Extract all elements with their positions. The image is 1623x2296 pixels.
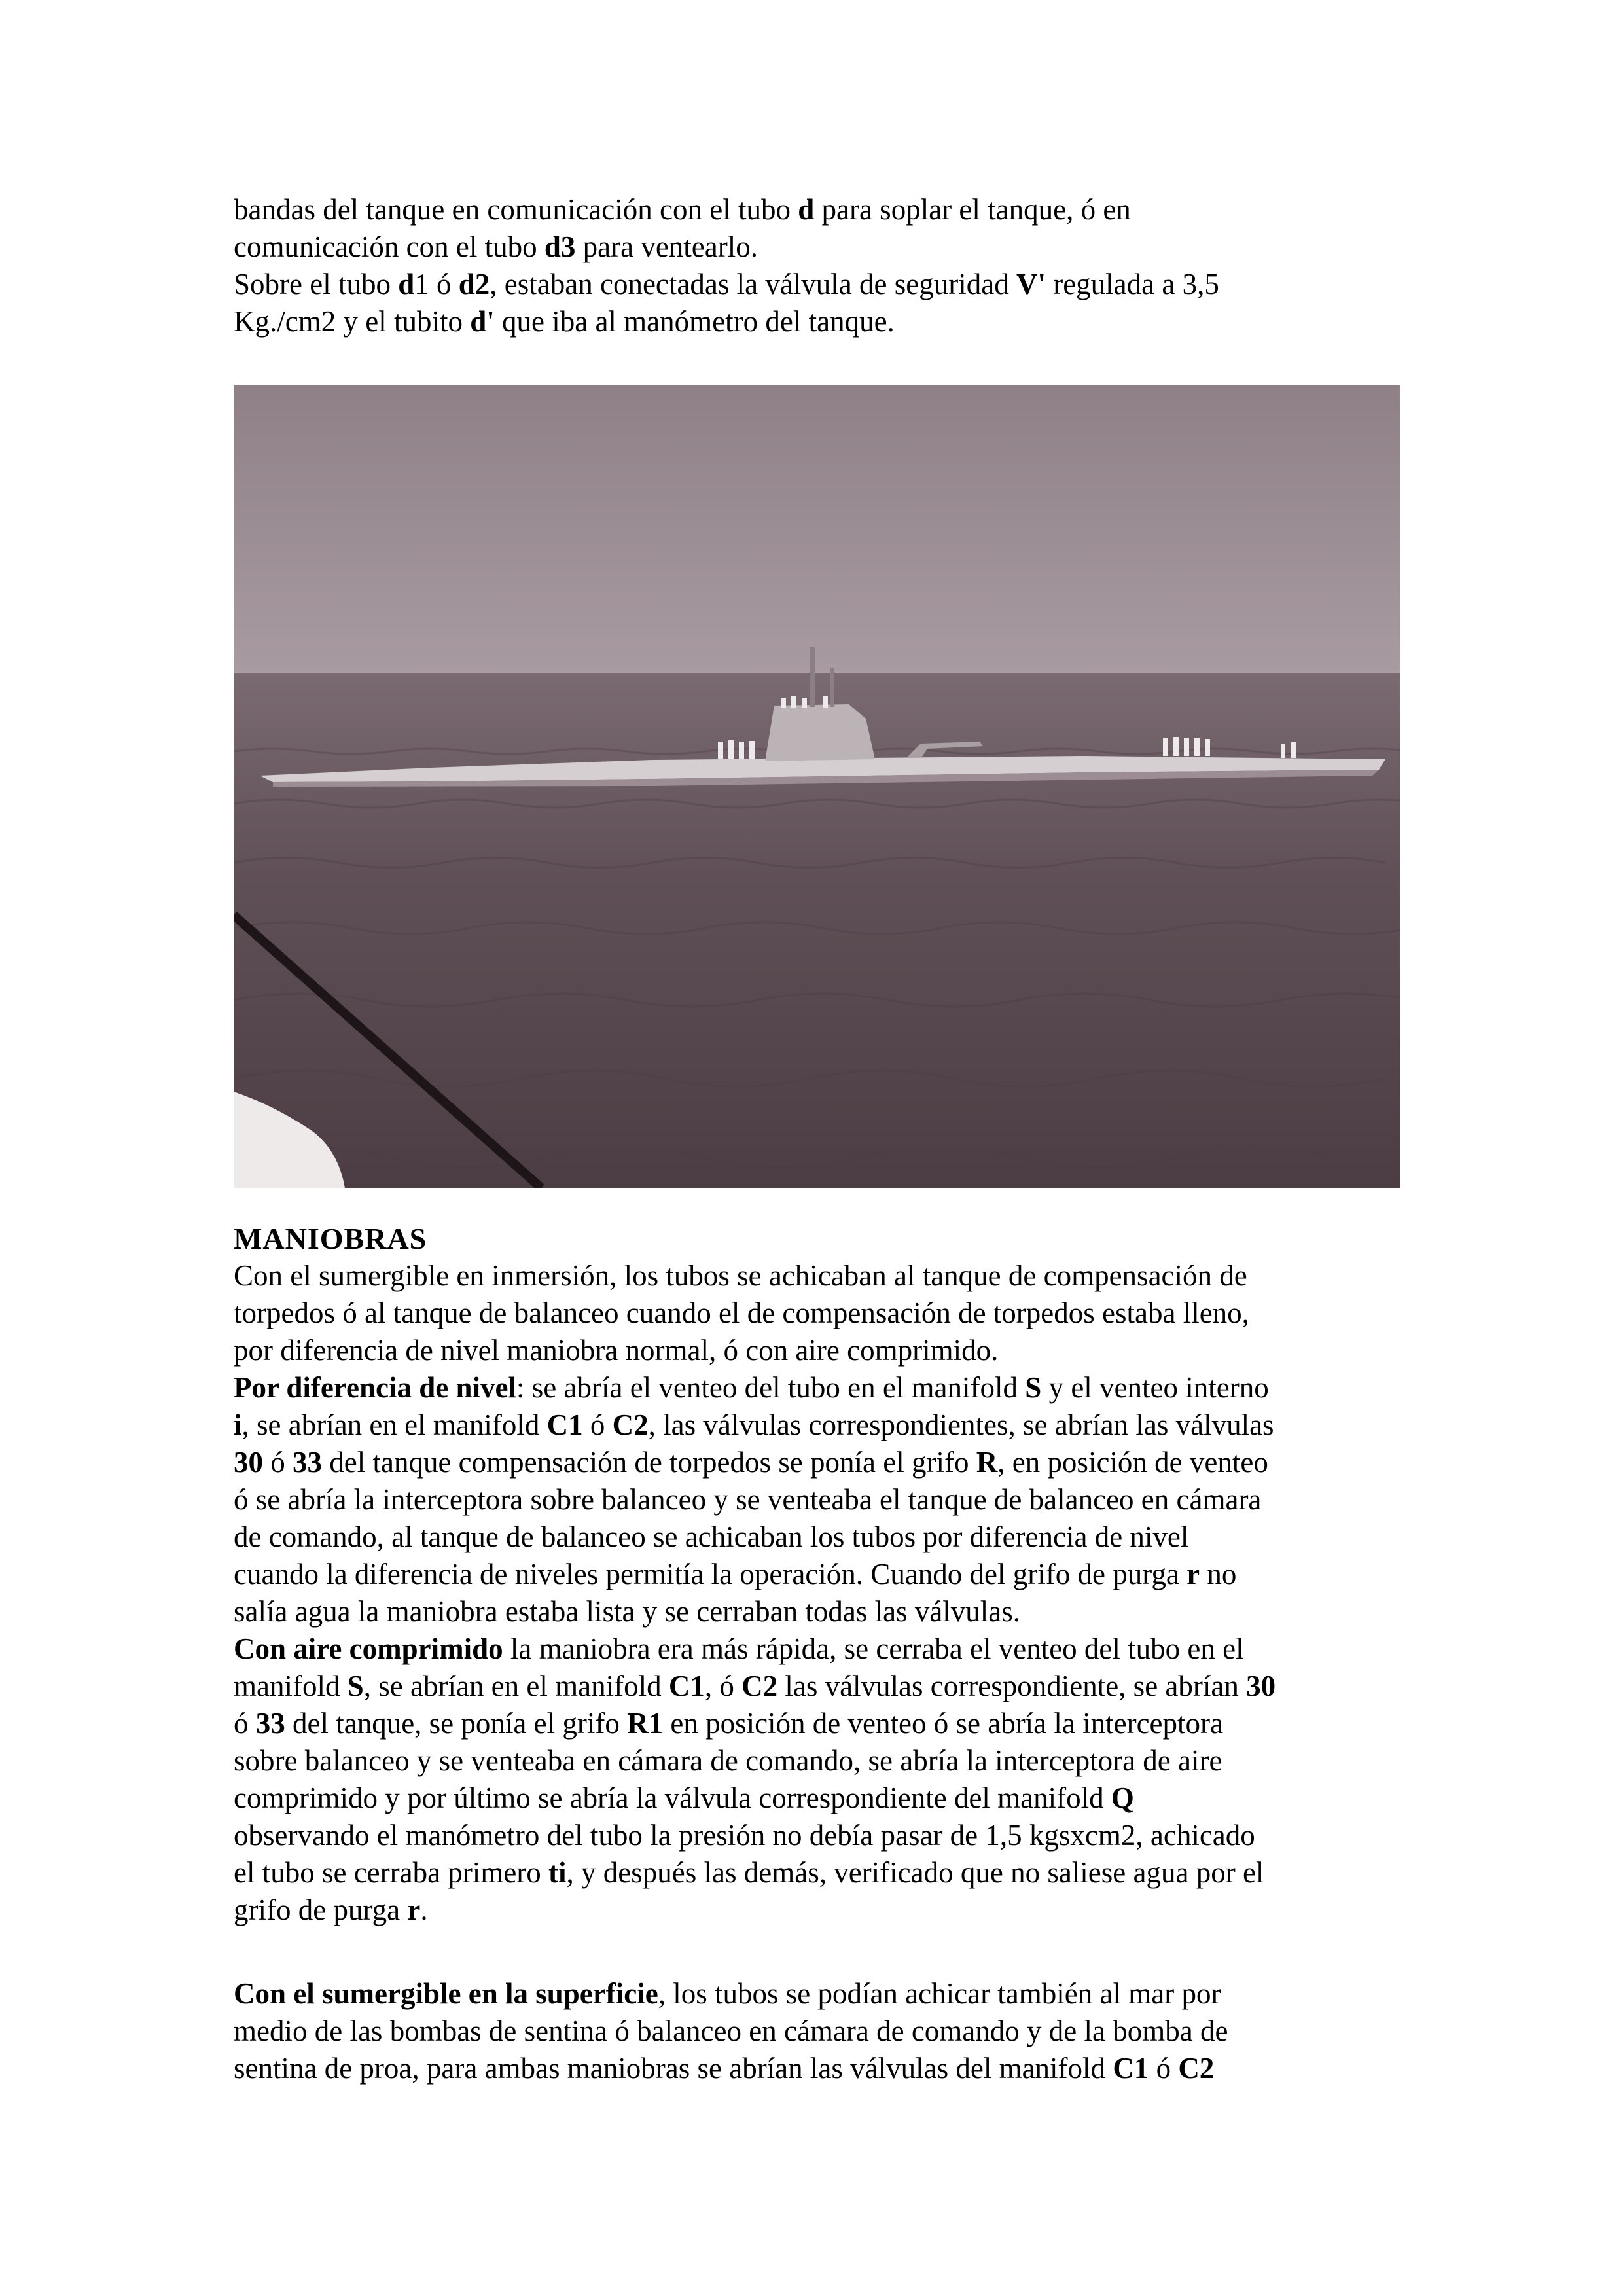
- superficie-paragraph: [234, 1975, 1412, 2087]
- text-line: Kg./cm2 y el tubito d' que iba al manómetro del tanque.: [234, 305, 895, 338]
- sky: [234, 385, 1400, 686]
- text-line: sentina de proa, para ambas maniobras se abrían las válvulas del manifold C1 ó C2: [234, 2052, 1215, 2085]
- text-line: torpedos ó al tanque de balanceo cuando el de compensación de torpedos estaba lleno,: [234, 1297, 1249, 1329]
- text-line: salía agua la maniobra estaba lista y se cerraban todas las válvulas.: [234, 1595, 1021, 1628]
- text-line: sobre balanceo y se venteaba en cámara de comando, se abría la interceptora de aire: [234, 1744, 1222, 1777]
- periscope-2: [830, 668, 834, 707]
- periscope: [810, 647, 815, 707]
- text-line: Con el sumergible en inmersión, los tubos se achicaban al tanque de compensación de: [234, 1259, 1247, 1292]
- text-line: cuando la diferencia de niveles permitía la operación. Cuando del grifo de purga r no: [234, 1558, 1237, 1590]
- text-line: Sobre el tubo d1 ó d2, estaban conectadas la válvula de seguridad V' regulada a 3,5: [234, 268, 1219, 300]
- intro-paragraph: [234, 191, 1412, 340]
- text-line: Con aire comprimido la maniobra era más rápida, se cerraba el venteo del tubo en el: [234, 1632, 1244, 1665]
- text-line: observando el manómetro del tubo la presión no debía pasar de 1,5 kgsxcm2, achicado: [234, 1819, 1255, 1852]
- section-heading: MANIOBRAS: [234, 1222, 427, 1255]
- text-line: medio de las bombas de sentina ó balanceo en cámara de comando y de la bomba de: [234, 2015, 1228, 2047]
- submarine-illustration: [234, 385, 1400, 1188]
- text-line: grifo de purga r.: [234, 1893, 428, 1926]
- text-line: comprimido y por último se abría la válvula correspondiente del manifold Q: [234, 1782, 1134, 1814]
- text-line: el tubo se cerraba primero ti, y después las demás, verificado que no saliese agua por el: [234, 1856, 1264, 1889]
- maniobras-section: [234, 1220, 1412, 1929]
- conning-tower: [765, 704, 875, 761]
- text-line: manifold S, se abrían en el manifold C1, ó C2 las válvulas correspondiente, se abrían 30: [234, 1670, 1276, 1702]
- text-line: ó se abría la interceptora sobre balanceo y se venteaba el tanque de balanceo en cámara: [234, 1483, 1262, 1516]
- text-line: por diferencia de nivel maniobra normal, ó con aire comprimido.: [234, 1334, 999, 1367]
- text-line: i, se abrían en el manifold C1 ó C2, las válvulas correspondientes, se abrían las válvulas: [234, 1408, 1274, 1441]
- text-line: comunicación con el tubo d3 para ventearlo.: [234, 230, 758, 263]
- text-line: de comando, al tanque de balanceo se achicaban los tubos por diferencia de nivel: [234, 1520, 1189, 1553]
- submarine-photo: [234, 385, 1400, 1188]
- text-line: bandas del tanque en comunicación con el tubo d para soplar el tanque, ó en: [234, 193, 1131, 226]
- text-line: ó 33 del tanque, se ponía el grifo R1 en posición de venteo ó se abría la interceptora: [234, 1707, 1223, 1740]
- text-line: Con el sumergible en la superficie, los tubos se podían achicar también al mar por: [234, 1977, 1221, 2010]
- text-line: Por diferencia de nivel: se abría el venteo del tubo en el manifold S y el venteo interno: [234, 1371, 1269, 1404]
- text-line: 30 ó 33 del tanque compensación de torpedos se ponía el grifo R, en posición de venteo: [234, 1446, 1268, 1479]
